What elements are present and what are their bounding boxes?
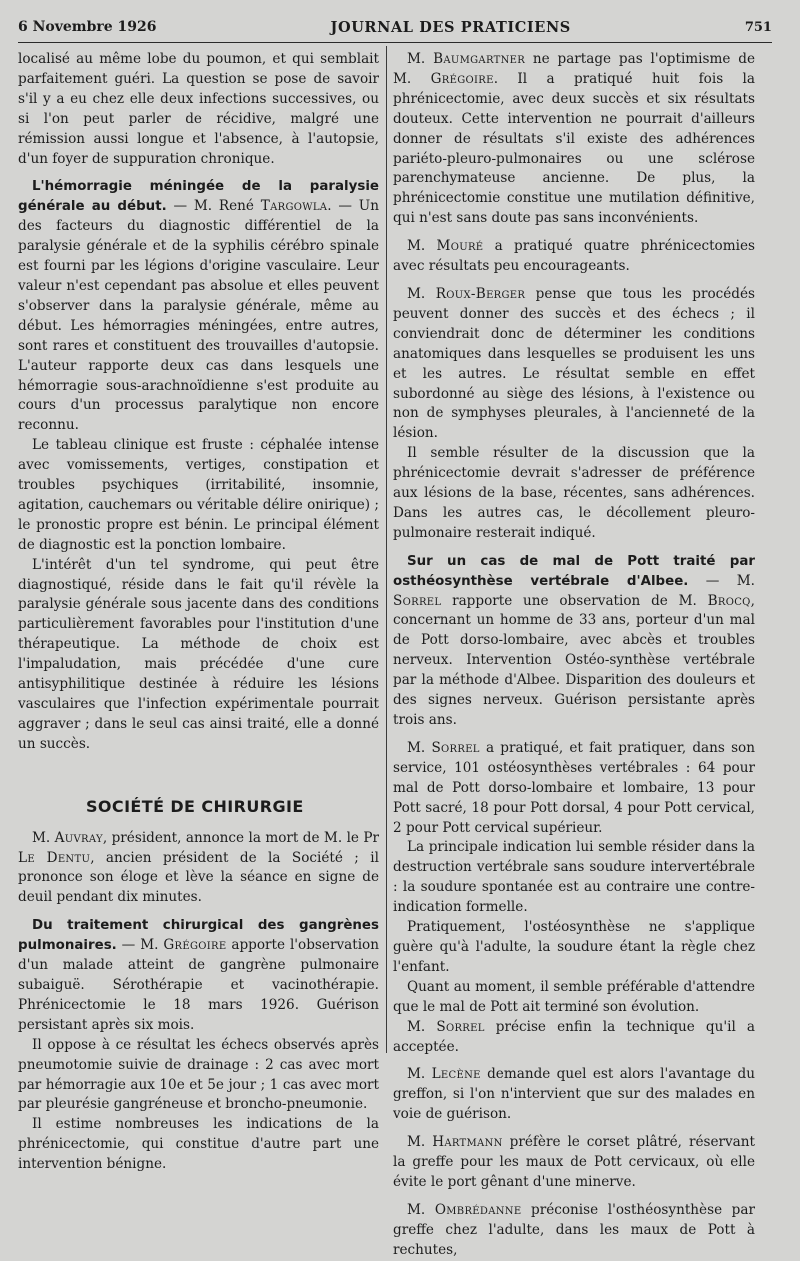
author-name: Targowla (260, 198, 328, 215)
author-name: Sorrel (436, 1018, 485, 1035)
author-name: Brocq (707, 592, 751, 609)
paragraph-ombredanne: M. Ombrédanne préconise l'osthéosynthèse par greffe chez l'adulte, dans les maux de Pott à rechutes, (393, 1201, 755, 1258)
article-text: . — Un des facteurs du diagnostic différentiel de la paralysie générale et de la syphilis cérébro spinale est fourni par les légions d'origine vasculaire. Leur valeur n'est cependant pas absolue et elles peuvent s'observer dans la paralysie générale, même au début. Les hémorragies méningées, entre autres, sont rares et constituent des trouvailles d'autopsie. L'auteur rapporte deux cas dans lesquels une hémorragie sous-arachnoïdienne s'est produite au cours d'un processus paralytique non encore reconnu. (18, 198, 379, 434)
paragraph: La principale indication lui semble résider dans la destruction vertébrale sans soudure intervertébrale : la soudure spontanée est au contraire une contre-indication formelle. (393, 839, 755, 916)
paragraph-text: demande quel est alors l'avantage du greffon, si l'on n'intervient que sur des malades en voie de guérison. (393, 1066, 755, 1123)
author-name: Hartmann (432, 1134, 503, 1151)
author-name: Sorrel (393, 592, 442, 609)
paragraph-lecene: M. Lecène demande quel est alors l'avantage du greffon, si l'on n'intervient que sur des malades en voie de guérison. (393, 1066, 755, 1123)
paragraph-text: a pratiqué, et fait pratiquer, dans son service, 101 ostéosynthèses vertébrales : 64 pour mal de Pott dorso-lombaire et lombaire, 13 pour Pott sacré, 18 pour Pott dorsal, 4 pour Pott cervical, 2 pour Pott cervical supérieur. (393, 739, 755, 836)
article-sorrel (393, 552, 755, 731)
article-text: — M. René (166, 198, 261, 215)
paragraph-sorrel-technique: M. Sorrel précise enfin la technique qu'il a acceptée. (393, 1018, 756, 1055)
right-column (393, 50, 756, 1258)
paragraph-text: précise enfin la technique qu'il a acceptée. (393, 1018, 756, 1055)
paragraph-text: . Il a pratiqué huit fois la phrénicectomie, avec deux succès et six résultats douteux. Cette intervention ne pourrait d'ailleurs donner de résultats s'il existe des adhérences pariéto-pleuro-pulmonaires ou une sclérose parenchymateuse ancienne. De plus, la phrénicectomie constitue une mutilation définitive, qui n'est sans doute pas sans inconvénients. (393, 70, 756, 227)
journal-title: JOURNAL DES PRATICIENS (330, 18, 571, 36)
paragraph-text: , ancien président de la Société ; il prononce son éloge et lève la séance en signe de deuil pendant dix minutes. (18, 849, 379, 906)
paragraph: Le tableau clinique est fruste : céphalée intense avec vomissements, vertiges, constipation et troubles psychiques (irritabilité, insomnie, agitation, cauchemars ou véritable délire onirique) ; le pronostic propre est bénin. Le principal élément de diagnostic est la ponction lombaire. (18, 437, 379, 553)
paragraph: Il semble résulter de la discussion que la phrénicectomie devrait s'adresser de préférence aux lésions de la base, récentes, sans adhérences. Dans les autres cas, le décollement pleuro-pulmonaire resterait indiqué. (393, 445, 755, 541)
paragraph-text: préfère le corset plâtré, réservant la greffe pour les maux de Pott cervicaux, où elle évite le port gênant d'une minerve. (393, 1134, 756, 1190)
paragraph-moure: M. Mouré a pratiqué quatre phrénicectomies avec résultats peu encourageants. (393, 238, 756, 275)
author-name: Baumgartner (433, 51, 526, 67)
paragraph-baumgartner: M. Baumgartner ne partage pas l'optimisme de M. Grégoire. Il a pratiqué huit fois la phrénicectomie, avec deux succès et six résultats douteux. Cette intervention ne pourrait d'ailleurs donner de résultats s'il existe des adhérences pariéto-pleuro-pulmonaires ou une sclérose parenchymateuse ancienne. De plus, la phrénicectomie constitue une mutilation définitive, qui n'est sans doute pas sans inconvénients. (393, 51, 756, 227)
paragraph-text: ne partage pas l'optimisme de M. (393, 51, 756, 87)
author-name: Auvray (54, 829, 103, 846)
author-name: Mouré (436, 238, 484, 255)
paragraph-text: , président, annonce la mort de M. le Pr (102, 829, 380, 846)
author-name: Le Dentu (18, 849, 91, 866)
paragraph: L'intérêt d'un tel syndrome, qui peut être diagnostiqué, réside dans le fait qu'il révèle la paralysie générale sous jacente dans des conditions particulièrement favorables pour l'institution d'une thérapeutique. La méthode de choix est l'impaludation, mais précédée d'une cure antisyphilitique destinée à réduire les lésions vasculaires que l'infection expérimentale pourrait aggraver ; dans le seul cas ainsi traité, elle a donné un succès. (18, 556, 379, 752)
left-column (18, 50, 380, 1173)
paragraph-text: pense que tous les procédés peuvent donner des succès et des échecs ; il conviendrait donc de déterminer les conditions anatomiques dans lesquelles se produisent les uns et les autres. Le résultat semble en effet subordonné au siège des lésions, à l'existence ou non de symphyses pleurales, à l'ancienneté de la lésion. (393, 285, 756, 442)
author-name: Grégoire (163, 937, 227, 954)
paragraph-hartmann: M. Hartmann préfère le corset plâtré, réservant la greffe pour les maux de Pott cervicaux, où elle évite le port gênant d'une minerve. (393, 1134, 756, 1190)
page-header (18, 12, 772, 43)
society-announcement: M. Auvray, président, annonce la mort de M. le Pr Le Dentu, ancien président de la Société ; il prononce son éloge et lève la séance en signe de deuil pendant dix minutes. (18, 829, 380, 906)
article-targowla (18, 177, 379, 436)
column-divider (386, 46, 387, 1053)
author-name: Ombrédanne (434, 1201, 522, 1218)
paragraph-text: a pratiqué quatre phrénicectomies avec résultats peu encourageants. (393, 238, 756, 275)
paragraph: Quant au moment, il semble préférable d'attendre que le mal de Pott ait terminé son évolution. (393, 978, 755, 1015)
article-heading: L'hémorragie méningée de la paralysie générale au début. (18, 179, 379, 215)
paragraph: Il estime nombreuses les indications de la phrénicectomie, qui constitue d'autre part une intervention bénigne. (18, 1116, 379, 1173)
article-text: , concernant un homme de 33 ans, porteur d'un mal de Pott dorso-lombaire, avec abcès et troubles nerveux. Intervention Ostéo-synthèse vertébrale par la méthode d'Albee. Disparition des douleurs et des signes nerveux. Guérison persistante après trois ans. (393, 592, 755, 728)
article-text: rapporte une observation de M. (441, 592, 708, 609)
author-name: Grégoire (430, 70, 494, 87)
article-text: — M. (688, 572, 755, 589)
article-text: apporte l'observation d'un malade atteint de gangrène pulmonaire subaiguë. Sérothérapie et vacinothérapie. Phrénicectomie le 18 mars 1926. Guérison persistant après six mois. (18, 937, 379, 1033)
author-name: Lecène (431, 1066, 481, 1083)
article-heading: Du traitement chirurgical des gangrènes pulmonaires. (18, 918, 379, 954)
section-title: SOCIÉTÉ DE CHIRURGIE (86, 796, 304, 816)
paragraph: Pratiquement, l'ostéosynthèse ne s'applique guère qu'à l'adulte, la soudure étant la règle chez l'enfant. (393, 919, 755, 975)
article-text: — M. (116, 937, 164, 954)
header-date: 6 Novembre 1926 (18, 19, 157, 35)
paragraph-continuation: localisé au même lobe du poumon, et qui semblait parfaitement guéri. La question se pose de savoir s'il y a eu chez elle deux infections successives, ou si l'on peut parler de récidive, malgré une rémission aussi longue et l'absence, à l'autopsie, d'un foyer de suppuration chronique. (18, 51, 379, 167)
paragraph: Il oppose à ce résultat les échecs observés après pneumotomie suivie de drainage : 2 cas avec mort par hémorragie aux 10e et 5e jour ; 1 cas avec mort par pleurésie gangréneuse et broncho-pneumonie. (18, 1036, 379, 1113)
author-name: Sorrel (431, 739, 480, 756)
paragraph-roux-berger: M. Roux-Berger pense que tous les procédés peuvent donner des succès et des échecs ; il conviendrait donc de déterminer les conditions anatomiques dans lesquelles se produisent les uns et les autres. Le résultat semble en effet subordonné au siège des lésions, à l'existence ou non de symphyses pleurales, à l'ancienneté de la lésion. (393, 285, 756, 442)
article-heading: Sur un cas de mal de Pott traité par osthéosynthèse vertébrale d'Albee. (393, 553, 755, 589)
paragraph-text: préconise l'osthéosynthèse par greffe chez l'adulte, dans les maux de Pott à rechutes, (393, 1201, 755, 1258)
page-number: 751 (744, 19, 772, 35)
paragraph-sorrel-stats: M. Sorrel a pratiqué, et fait pratiquer, dans son service, 101 ostéosynthèses vertébrales : 64 pour mal de Pott dorso-lombaire et lombaire, 13 pour Pott sacré, 18 pour Pott dorsal, 4 pour Pott cervical, 2 pour Pott cervical supérieur. (393, 739, 755, 836)
article-gregoire (18, 916, 379, 1035)
author-name: Roux-Berger (435, 285, 526, 302)
